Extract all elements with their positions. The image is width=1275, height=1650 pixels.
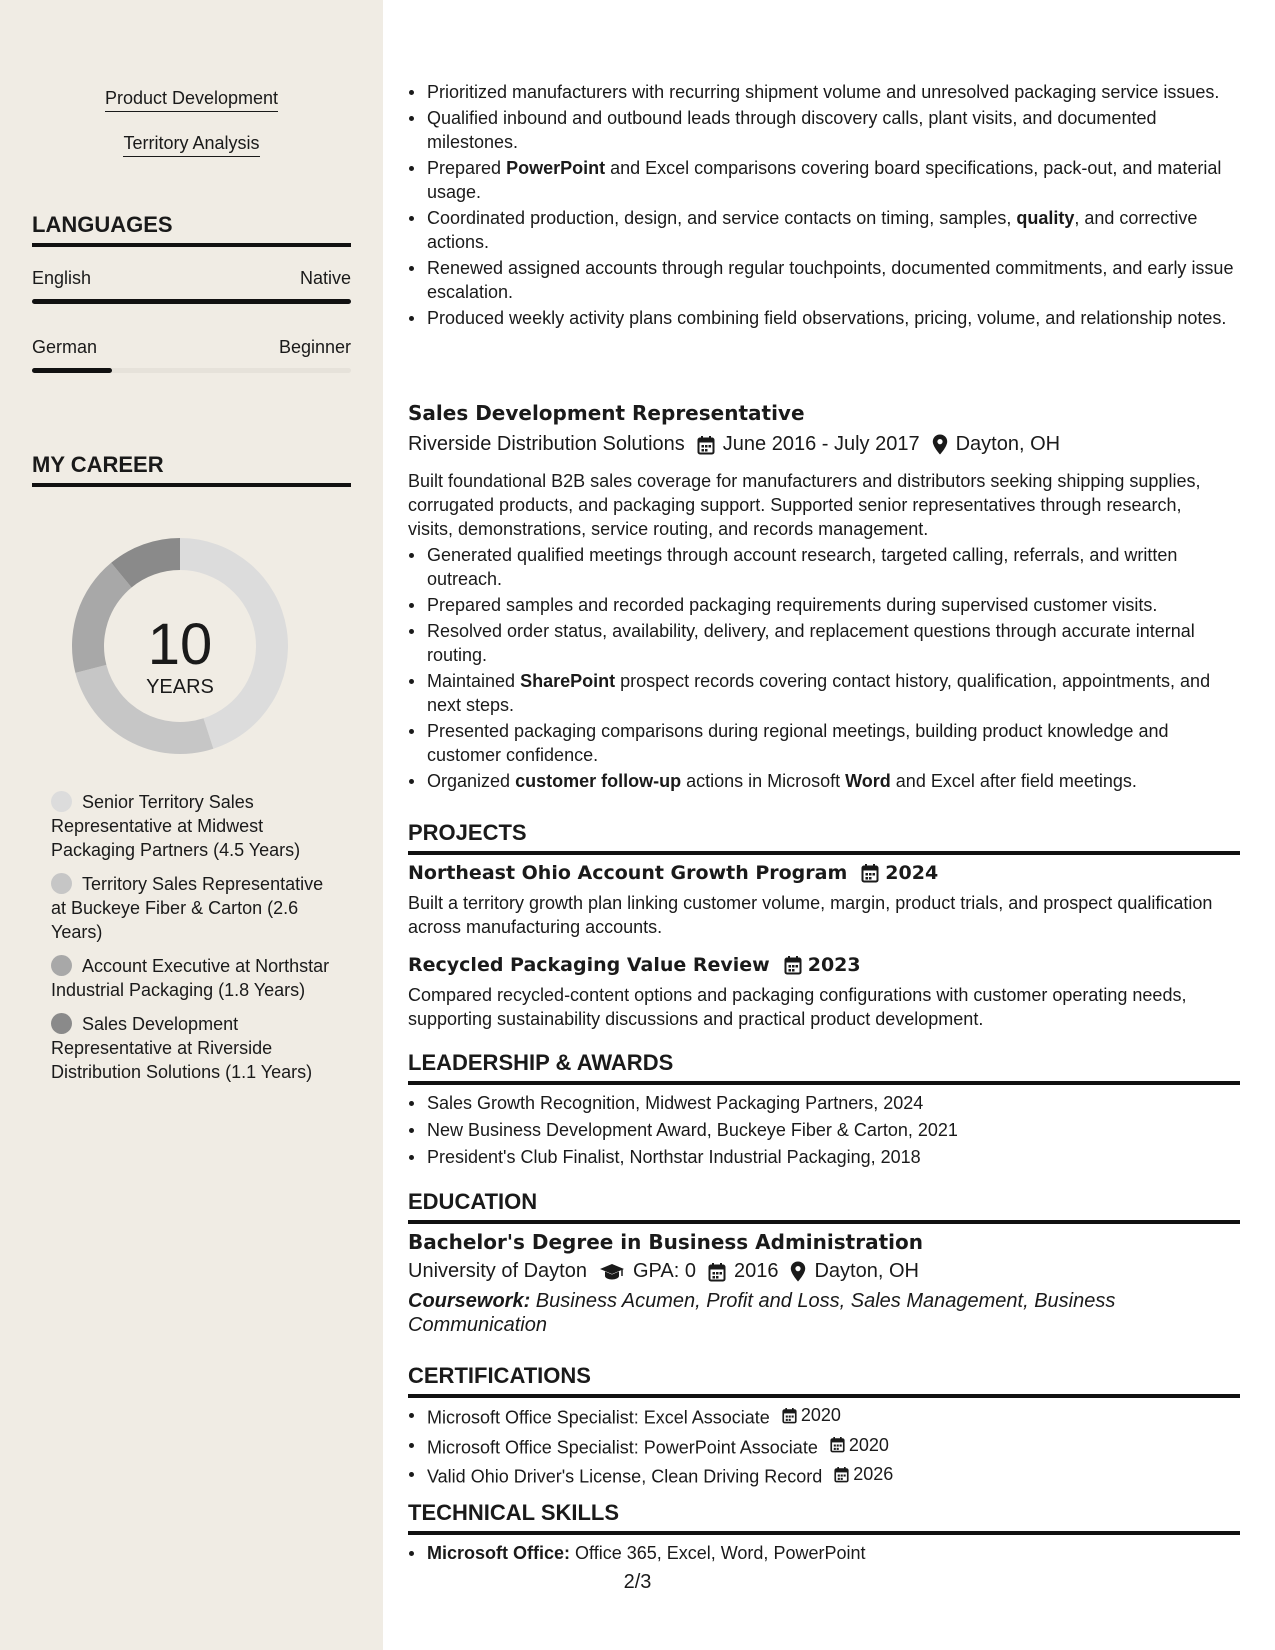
- calendar-icon: [861, 863, 879, 883]
- list-item: New Business Development Award, Buckeye Fiber & Carton, 2021: [408, 1118, 1240, 1142]
- skill-tag: Product Development: [0, 88, 383, 112]
- calendar-icon: [782, 1407, 797, 1424]
- list-item: [408, 1541, 1240, 1565]
- list-item: Qualified inbound and outbound leads through discovery calls, plant visits, and documented milestones.: [408, 106, 1240, 154]
- certification-name: Microsoft Office Specialist: PowerPoint Associate: [427, 1437, 818, 1457]
- coursework-label: Coursework:: [408, 1290, 531, 1312]
- list-item: Prepared PowerPoint and Excel comparisons covering board specifications, pack-out, and material usage.: [408, 156, 1240, 204]
- calendar-icon: [784, 955, 802, 975]
- previous-job-bullets: [408, 80, 1240, 332]
- technical-skills-list: [408, 1541, 1240, 1565]
- project-description: Built a territory growth plan linking customer volume, margin, product trials, and prospect qualification across manufacturing accounts.: [408, 893, 1213, 937]
- graduation-cap-icon: [599, 1263, 625, 1281]
- job-bullets: [408, 543, 1240, 795]
- career-legend-item: Sales Development Representative at Riverside Distribution Solutions (1.1 Years): [51, 1014, 313, 1082]
- certification-date: 2020: [782, 1403, 841, 1427]
- projects-heading: PROJECTS: [408, 820, 1240, 855]
- job-summary: Built foundational B2B sales coverage for manufacturers and distributors seeking shipping supplies, corrugated products, and packaging support. Supported senior representatives through research, visits, demonstrations, service routing, and records management.: [408, 471, 1201, 539]
- project-title: Northeast Ohio Account Growth Program: [408, 862, 848, 884]
- career-total-unit: YEARS: [146, 676, 214, 698]
- career-legend-item: Territory Sales Representative at Buckeye Fiber & Carton (2.6 Years): [51, 874, 324, 942]
- education-heading: EDUCATION: [408, 1189, 1240, 1224]
- calendar-icon: [708, 1262, 726, 1282]
- calendar-icon: [697, 435, 715, 455]
- list-item: Produced weekly activity plans combining field observations, pricing, volume, and relationship notes.: [408, 306, 1240, 330]
- project-title: Recycled Packaging Value Review: [408, 954, 770, 976]
- certification-name: Microsoft Office Specialist: Excel Associate: [427, 1407, 770, 1428]
- skill-tag: Territory Analysis: [0, 133, 383, 157]
- languages-heading: LANGUAGES: [32, 212, 351, 247]
- language-bar-fill: [32, 368, 112, 373]
- list-item: [408, 1403, 1240, 1430]
- list-item: Resolved order status, availability, delivery, and replacement questions through accurate internal routing.: [408, 619, 1240, 667]
- list-item: Maintained SharePoint prospect records covering contact history, qualification, appointments, and next steps.: [408, 669, 1240, 717]
- list-item: Coordinated production, design, and service contacts on timing, samples, quality, and corrective actions.: [408, 206, 1240, 254]
- list-item: Prioritized manufacturers with recurring shipment volume and unresolved packaging service issues.: [408, 80, 1240, 104]
- language-name: English: [32, 268, 92, 288]
- gpa: GPA: 0: [632, 1260, 696, 1282]
- graduation-year: 2016: [733, 1260, 779, 1282]
- job-location: Dayton, OH: [955, 433, 1061, 455]
- school-location: Dayton, OH: [814, 1260, 919, 1282]
- list-item: [408, 1462, 1240, 1489]
- education-meta: [408, 1260, 919, 1283]
- language-row: [32, 337, 351, 358]
- skill-category: Microsoft Office:: [427, 1543, 571, 1563]
- list-item: Presented packaging comparisons during regional meetings, building product knowledge and customer confidence.: [408, 719, 1240, 767]
- awards-list: [408, 1091, 1240, 1169]
- list-item: Sales Growth Recognition, Midwest Packaging Partners, 2024: [408, 1091, 1240, 1115]
- coursework: [408, 1289, 1208, 1337]
- career-legend-item: Account Executive at Northstar Industrial Packaging (1.8 Years): [51, 956, 330, 1000]
- legend-dot-icon: [51, 873, 72, 894]
- certifications-list: [408, 1403, 1240, 1489]
- coursework-list: Business Acumen, Profit and Loss, Sales Management, Business Communication: [408, 1290, 1116, 1336]
- job-title: Sales Development Representative: [408, 401, 805, 425]
- language-name: German: [32, 337, 98, 357]
- page-number: 2/3: [623, 1571, 652, 1593]
- certifications-heading: CERTIFICATIONS: [408, 1363, 1240, 1398]
- language-level: Native: [299, 268, 351, 288]
- list-item: Renewed assigned accounts through regular touchpoints, documented commitments, and early issue escalation.: [408, 256, 1240, 304]
- certification-date: 2020: [830, 1433, 889, 1457]
- job-meta: [408, 433, 1060, 456]
- calendar-icon: [830, 1436, 845, 1453]
- company-name: Riverside Distribution Solutions: [408, 433, 685, 455]
- list-item: Generated qualified meetings through account research, targeted calling, referrals, and written outreach.: [408, 543, 1240, 591]
- language-row: [32, 268, 351, 289]
- sidebar: [0, 0, 383, 1650]
- list-item: Organized customer follow-up actions in Microsoft Word and Excel after field meetings.: [408, 769, 1240, 793]
- project-title-row: [408, 954, 861, 976]
- project-year: 2024: [885, 862, 939, 884]
- donut-segment: [72, 563, 132, 673]
- legend-dot-icon: [51, 791, 72, 812]
- calendar-icon: [834, 1466, 849, 1483]
- career-total-number: 10: [147, 612, 213, 677]
- degree-title: Bachelor's Degree in Business Administration: [408, 1230, 923, 1254]
- job-dates: June 2016 - July 2017: [722, 433, 920, 455]
- career-legend-item: Senior Territory Sales Representative at Midwest Packaging Partners (4.5 Years): [51, 792, 301, 860]
- location-pin-icon: [790, 1261, 806, 1282]
- main-content: [408, 0, 1240, 1650]
- school-name: University of Dayton: [408, 1260, 587, 1282]
- career-heading: MY CAREER: [32, 452, 351, 487]
- list-item: [408, 1433, 1240, 1460]
- certification-date: 2026: [834, 1462, 893, 1486]
- language-level: Beginner: [278, 337, 351, 357]
- list-item: President's Club Finalist, Northstar Industrial Packaging, 2018: [408, 1145, 1240, 1169]
- project-year: 2023: [807, 954, 861, 976]
- legend-dot-icon: [51, 955, 72, 976]
- list-item: Prepared samples and recorded packaging requirements during supervised customer visits.: [408, 593, 1240, 617]
- certification-name: Valid Ohio Driver's License, Clean Driving Record: [427, 1466, 823, 1487]
- skill-values: Office 365, Excel, Word, PowerPoint: [570, 1543, 866, 1563]
- language-bar: [32, 368, 351, 373]
- career-donut-chart: [62, 528, 298, 764]
- career-legend: [51, 790, 341, 1094]
- project-description: Compared recycled-content options and packaging configurations with customer operating needs, supporting sustainability discussions and practical product development.: [408, 985, 1187, 1029]
- project-title-row: [408, 862, 938, 884]
- language-bar: [32, 299, 351, 304]
- language-bar-fill: [32, 299, 351, 304]
- technical-skills-heading: TECHNICAL SKILLS: [408, 1500, 1240, 1535]
- location-pin-icon: [932, 434, 948, 455]
- awards-heading: LEADERSHIP & AWARDS: [408, 1050, 1240, 1085]
- legend-dot-icon: [51, 1013, 72, 1034]
